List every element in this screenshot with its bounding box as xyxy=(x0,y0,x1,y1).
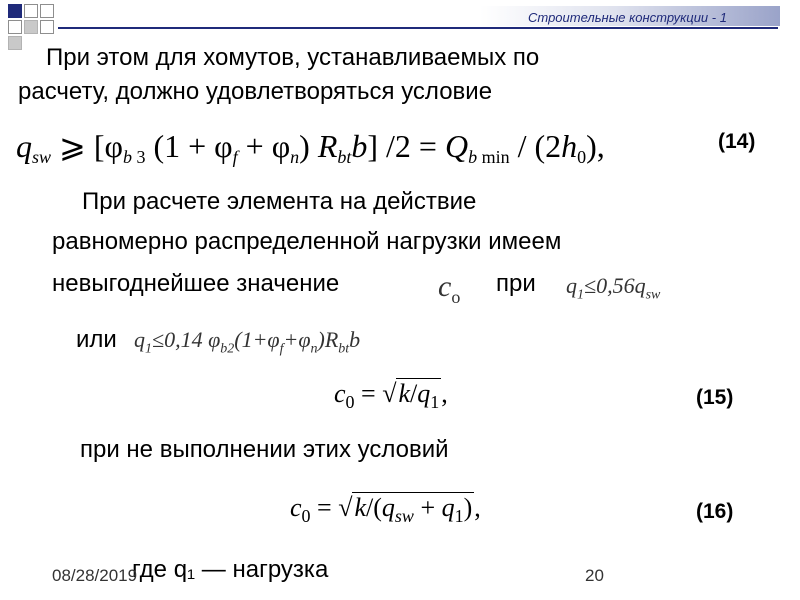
decor-square-1 xyxy=(8,4,22,18)
decor-square-4 xyxy=(8,20,22,34)
formula-14: qsw ⩾ [φb 3 (1 + φf + φn) Rbtb] /2 = Qb min / (2h0), xyxy=(16,128,605,167)
paragraph3-line1: при не выполнении этих условий xyxy=(80,436,449,463)
paragraph1-line1: При этом для хомутов, устанавливаемых по xyxy=(46,44,540,71)
header-title: Строительные конструкции - 1 xyxy=(528,10,727,25)
paragraph4-line1: где q₁ — нагрузка xyxy=(132,556,329,583)
paragraph1-line2: расчету, должно удовлетворяться условие xyxy=(18,78,493,105)
decor-square-6 xyxy=(8,36,22,50)
paragraph2-line1: При расчете элемента на действие xyxy=(82,188,477,215)
formula-16-number: (16) xyxy=(696,500,734,523)
header-rule xyxy=(58,27,778,29)
formula-14-number: (14) xyxy=(718,130,756,153)
footer-date: 08/28/2019 xyxy=(52,566,138,585)
decor-square-7 xyxy=(40,20,54,34)
condition-q1-014: $q_1\le 0,14$ $\varphi_{b2}(1+\varphi_f+\varphi_n)R_{bt}b$ xyxy=(134,327,361,357)
paragraph2-line3-prefix: невыгоднейшее значение xyxy=(52,270,340,297)
c0-symbol: $c_o$ xyxy=(438,270,461,307)
decor-square-3 xyxy=(40,4,54,18)
paragraph2-line4-prefix: или xyxy=(76,326,117,353)
decor-square-2 xyxy=(24,4,38,18)
paragraph2-line2: равномерно распределенной нагрузки имеем xyxy=(52,228,562,255)
formula-15-number: (15) xyxy=(696,386,734,409)
footer-page-number: 20 xyxy=(585,566,604,585)
condition-q1-056: $q_1\le 0,56q_{sw}$ xyxy=(566,273,661,303)
paragraph2-line3-after: при xyxy=(496,270,536,297)
decor-square-5 xyxy=(24,20,38,34)
formula-15: $c_0 = √k/q_1$, xyxy=(334,379,448,412)
formula-16: $c_0 = √k/(q_{sw} + q_1)$, xyxy=(290,493,481,526)
